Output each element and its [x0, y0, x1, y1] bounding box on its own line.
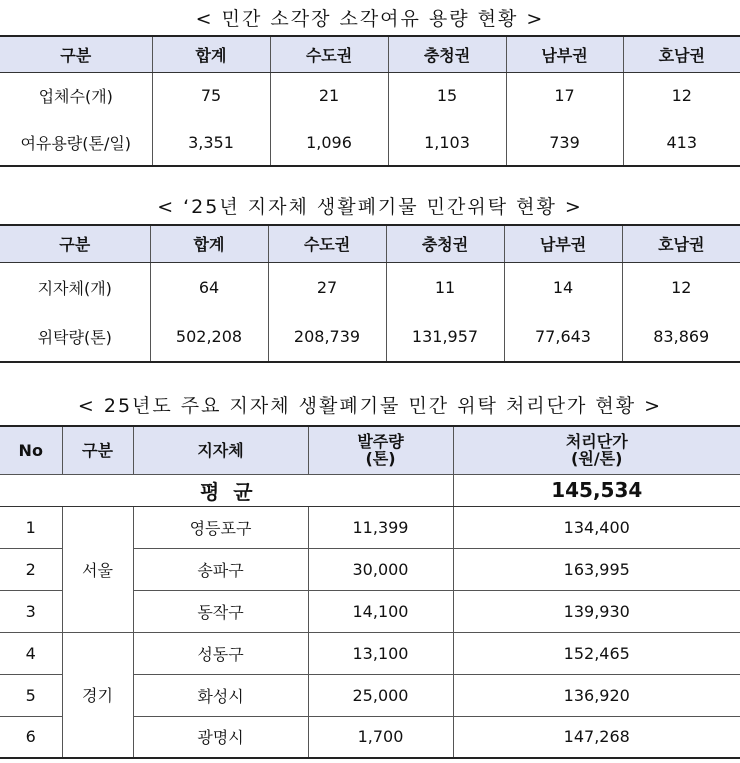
table-row [0, 506, 740, 548]
header-capital: 수도권 [268, 225, 386, 262]
row-label: 업체수(개) [0, 72, 152, 119]
cell: 64 [150, 262, 268, 312]
unit-price: 134,400 [453, 506, 740, 548]
table-row [0, 632, 740, 674]
incinerator-capacity-table [0, 35, 740, 167]
cell: 11 [386, 262, 504, 312]
header-honam: 호남권 [623, 36, 740, 72]
municipality: 영등포구 [133, 506, 308, 548]
average-label: 평 균 [0, 474, 453, 506]
table-row [0, 312, 740, 362]
row-no: 1 [0, 506, 62, 548]
municipality: 성동구 [133, 632, 308, 674]
cell: 1,096 [270, 119, 388, 166]
row-no: 4 [0, 632, 62, 674]
header-chungcheong: 충청권 [386, 225, 504, 262]
average-value: 145,534 [453, 474, 740, 506]
cell: 1,103 [388, 119, 506, 166]
header-price-line2: (원/톤) [571, 449, 623, 469]
header-total: 합계 [152, 36, 270, 72]
header-category: 구분 [62, 426, 133, 474]
cell: 83,869 [622, 312, 740, 362]
unit-price-table [0, 425, 740, 759]
cell: 739 [506, 119, 623, 166]
header-chungcheong: 충청권 [388, 36, 506, 72]
cell: 17 [506, 72, 623, 119]
municipality: 화성시 [133, 674, 308, 716]
unit-price: 147,268 [453, 716, 740, 758]
header-category: 구분 [0, 225, 150, 262]
table-header-row [0, 36, 740, 72]
cell: 15 [388, 72, 506, 119]
header-volume-line2: (톤) [365, 449, 396, 469]
unit-price: 139,930 [453, 590, 740, 632]
header-total: 합계 [150, 225, 268, 262]
cell: 77,643 [504, 312, 622, 362]
outsourcing-status-table [0, 224, 740, 363]
cell: 14 [504, 262, 622, 312]
volume: 14,100 [308, 590, 453, 632]
header-no: No [0, 426, 62, 474]
cell: 502,208 [150, 312, 268, 362]
cell: 131,957 [386, 312, 504, 362]
unit-price: 163,995 [453, 548, 740, 590]
cell: 12 [623, 72, 740, 119]
cell: 208,739 [268, 312, 386, 362]
cell: 27 [268, 262, 386, 312]
row-label: 여유용량(톤/일) [0, 119, 152, 166]
volume: 25,000 [308, 674, 453, 716]
header-south: 남부권 [504, 225, 622, 262]
municipality: 송파구 [133, 548, 308, 590]
table1-caption: < 민간 소각장 소각여유 용량 현황 > [195, 8, 545, 30]
header-volume-line1: 발주량 [357, 432, 404, 452]
row-label: 지자체(개) [0, 262, 150, 312]
row-label: 위탁량(톤) [0, 312, 150, 362]
table-row [0, 119, 740, 166]
volume: 13,100 [308, 632, 453, 674]
table-row [0, 72, 740, 119]
row-no: 3 [0, 590, 62, 632]
header-municipality: 지자체 [133, 426, 308, 474]
table3-caption: < 25년도 주요 지자체 생활폐기물 민간 위탁 처리단가 현황 > [77, 395, 663, 417]
header-honam: 호남권 [622, 225, 740, 262]
row-no: 5 [0, 674, 62, 716]
table-header-row [0, 426, 740, 474]
municipality: 광명시 [133, 716, 308, 758]
table2-caption: < ‘25년 지자체 생활폐기물 민간위탁 현황 > [157, 196, 583, 218]
header-capital: 수도권 [270, 36, 388, 72]
volume: 11,399 [308, 506, 453, 548]
header-volume [308, 426, 453, 474]
volume: 30,000 [308, 548, 453, 590]
volume: 1,700 [308, 716, 453, 758]
group-seoul: 서울 [62, 506, 133, 632]
cell: 3,351 [152, 119, 270, 166]
cell: 75 [152, 72, 270, 119]
unit-price: 136,920 [453, 674, 740, 716]
group-gyeonggi: 경기 [62, 632, 133, 758]
header-price-line1: 처리단가 [565, 432, 628, 452]
table-header-row [0, 225, 740, 262]
header-price [453, 426, 740, 474]
header-category: 구분 [0, 36, 152, 72]
table-row [0, 262, 740, 312]
row-no: 2 [0, 548, 62, 590]
cell: 21 [270, 72, 388, 119]
cell: 12 [622, 262, 740, 312]
average-row [0, 474, 740, 506]
municipality: 동작구 [133, 590, 308, 632]
unit-price: 152,465 [453, 632, 740, 674]
row-no: 6 [0, 716, 62, 758]
header-south: 남부권 [506, 36, 623, 72]
cell: 413 [623, 119, 740, 166]
